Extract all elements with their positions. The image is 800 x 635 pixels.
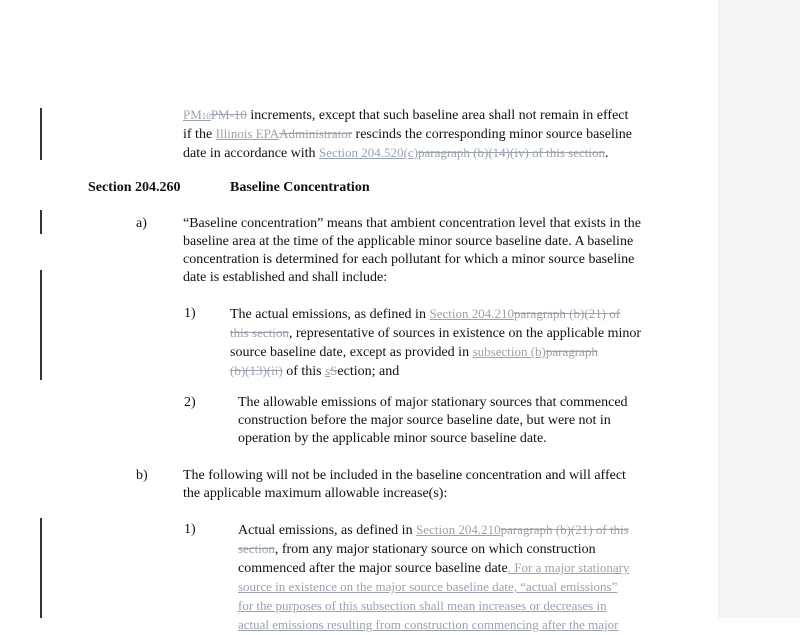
paragraph-line: concentration is determined for each pollutant for which a minor source baseline	[183, 252, 635, 267]
item-text: Actual emissions, as defined in	[238, 523, 417, 538]
item-a2	[238, 394, 718, 448]
intro-text: if the	[183, 127, 216, 142]
deleted-text: paragraph (b)(21) of	[513, 306, 621, 321]
change-bar	[40, 270, 42, 380]
inserted-text: Section 204.210	[429, 306, 514, 321]
deleted-text: Administrator	[279, 126, 353, 141]
inserted-text: Illinois EPA	[215, 126, 280, 141]
deleted-text: PM-10	[210, 107, 247, 122]
deleted-text: paragraph (b)(21) of this	[500, 522, 629, 537]
paragraph-line: the applicable maximum allowable increase(s):	[183, 486, 448, 501]
paragraph-a	[183, 215, 723, 287]
item-line	[230, 362, 720, 381]
intro-text: increments, except that such baseline area shall not remain in effect	[246, 108, 629, 123]
item-line	[238, 578, 718, 597]
intro-text: date in accordance with	[183, 146, 320, 161]
paragraph-label: b)	[136, 468, 148, 483]
item-a1	[230, 305, 720, 381]
change-bar	[40, 108, 42, 160]
item-text: , representative of sources in existence on the applicable minor	[288, 326, 642, 341]
inserted-text: for the purposes of this subsection shall mean increases or decreases in	[238, 598, 607, 613]
paragraph-label: a)	[136, 216, 147, 231]
paragraph-line: “Baseline concentration” means that ambient concentration level that exists in the	[183, 216, 641, 231]
inserted-subscript: 10	[201, 111, 211, 121]
item-line: The allowable emissions of major stationary sources that commenced	[238, 395, 628, 410]
item-label: 2)	[184, 395, 196, 410]
inserted-text: . For a major stationary	[507, 560, 630, 575]
intro-line-1	[183, 106, 743, 125]
inserted-text: Section 204.520(c)	[319, 145, 418, 160]
item-label: 1)	[184, 306, 196, 321]
inserted-text: s	[325, 363, 331, 378]
item-text: , from any major stationary source on which construction	[274, 542, 596, 557]
change-bar	[40, 210, 42, 234]
deleted-text: this section	[230, 325, 289, 340]
intro-line-3	[183, 144, 743, 163]
item-text: of this	[282, 364, 326, 379]
item-text: The actual emissions, as defined in	[230, 307, 430, 322]
item-text: commenced after the major source baseline date	[238, 561, 508, 576]
deleted-text: paragraph	[545, 344, 598, 359]
inserted-text: PM	[183, 107, 202, 122]
inserted-text: Section 204.210	[416, 522, 501, 537]
intro-line-2	[183, 125, 743, 144]
section-number: Section 204.260	[88, 180, 181, 195]
page-edge	[718, 0, 800, 618]
intro-paragraph	[183, 106, 743, 163]
item-line: construction before the major source baseline date, but were not in	[238, 413, 611, 428]
deleted-text: section	[238, 541, 275, 556]
item-text: source baseline date, except as provided in	[230, 345, 473, 360]
section-title: Baseline Concentration	[230, 180, 370, 195]
item-line	[230, 324, 720, 343]
item-line	[230, 343, 720, 362]
intro-text: rescinds the corresponding minor source baseline	[352, 127, 632, 142]
item-label: 1)	[184, 522, 196, 537]
deleted-text: paragraph (b)(14)(iv) of this section	[417, 145, 605, 160]
deleted-text: S	[330, 363, 338, 378]
item-line: operation by the applicable minor source baseline date.	[238, 431, 547, 446]
item-text: ection; and	[337, 364, 400, 379]
inserted-text: actual emissions resulting from construction commencing after the major	[238, 617, 619, 632]
paragraph-line: baseline area at the time of the applicable minor source baseline date. A baseline	[183, 234, 634, 249]
item-line	[238, 521, 718, 540]
change-bar	[40, 518, 42, 618]
item-line	[238, 559, 718, 578]
item-line	[238, 540, 718, 559]
paragraph-b	[183, 467, 723, 503]
item-line	[238, 597, 718, 616]
inserted-text: subsection (b)	[472, 344, 546, 359]
deleted-text: (b)(13)(ii)	[230, 363, 283, 378]
paragraph-line: date is established and shall include:	[183, 270, 388, 285]
item-line	[238, 616, 718, 635]
item-line	[230, 305, 720, 324]
paragraph-line: The following will not be included in the baseline concentration and will affect	[183, 468, 626, 483]
intro-text: .	[604, 146, 609, 161]
inserted-text: source in existence on the major source baseline date, “actual emissions”	[238, 579, 618, 594]
